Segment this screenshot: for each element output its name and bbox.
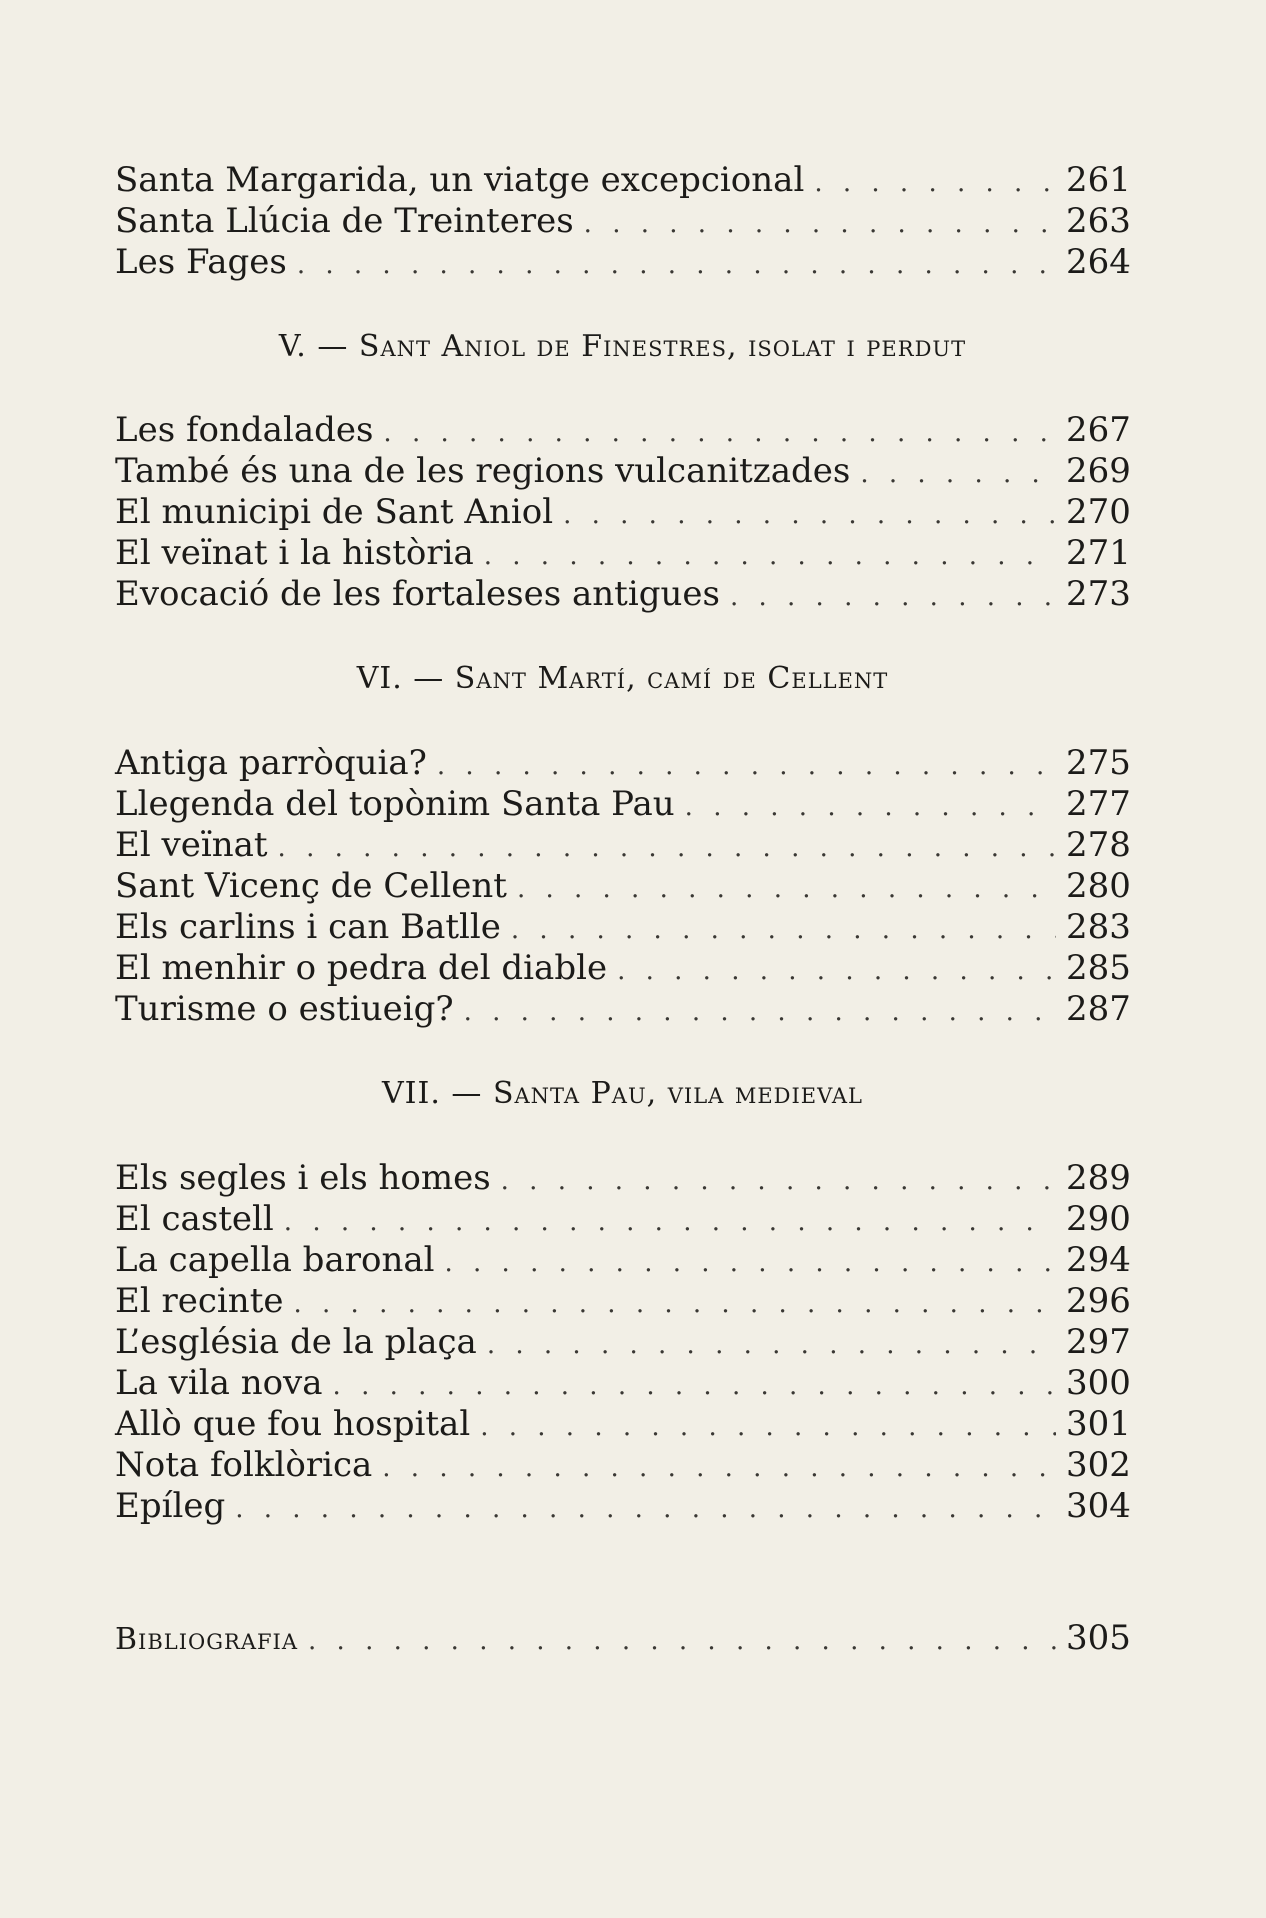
- entry-title: El veïnat: [115, 825, 268, 865]
- entry-page: 304: [1066, 1486, 1131, 1526]
- entry-page: 277: [1066, 784, 1131, 824]
- entry-page: 300: [1066, 1363, 1131, 1403]
- entry-page: 287: [1066, 989, 1131, 1029]
- entry-title: Santa Llúcia de Treinteres: [115, 201, 574, 241]
- leader-dots: [563, 495, 1056, 535]
- toc-entry: [115, 866, 1130, 909]
- toc-entry: [115, 1363, 1130, 1406]
- entry-title: Les fondalades: [115, 410, 374, 450]
- leader-dots: [293, 1284, 1056, 1324]
- toc-entry: [115, 1486, 1130, 1529]
- entry-title: Llegenda del topònim Santa Pau: [115, 784, 675, 824]
- section-heading: VII. — Santa Pau, vila medieval: [381, 1076, 863, 1111]
- entry-page: 263: [1066, 201, 1131, 241]
- toc-entry: [115, 492, 1130, 535]
- leader-dots: [617, 951, 1056, 991]
- entry-page: 264: [1066, 242, 1131, 282]
- entry-page: 275: [1066, 743, 1131, 783]
- entry-page: 271: [1066, 533, 1131, 573]
- entry-title: Evocació de les fortaleses antigues: [115, 574, 720, 614]
- toc-entry: [115, 1445, 1130, 1488]
- bibliography-entry: [115, 1618, 1130, 1661]
- entry-page: 285: [1066, 948, 1131, 988]
- section-heading: V. — Sant Aniol de Finestres, isolat i perdut: [278, 329, 967, 364]
- entry-title: El castell: [115, 1199, 274, 1239]
- leader-dots: [860, 454, 1056, 494]
- leader-dots: [501, 1161, 1056, 1201]
- leader-dots: [284, 1202, 1056, 1242]
- toc-entry: [115, 825, 1130, 868]
- entry-title: Antiga parròquia?: [115, 743, 427, 783]
- toc-entry: [115, 160, 1130, 203]
- leader-dots: [464, 992, 1056, 1032]
- toc-entry: [115, 1281, 1130, 1324]
- leader-dots: [308, 1621, 1056, 1661]
- leader-dots: [517, 869, 1056, 909]
- entry-page: 283: [1066, 907, 1131, 947]
- entry-page: 297: [1066, 1322, 1131, 1362]
- bibliography-page: 305: [1066, 1618, 1131, 1658]
- leader-dots: [235, 1489, 1056, 1529]
- entry-page: 301: [1066, 1404, 1131, 1444]
- section-heading: VI. — Sant Martí, camí de Cellent: [356, 661, 889, 696]
- entry-title: Turisme o estiueig?: [115, 989, 454, 1029]
- leader-dots: [480, 1407, 1056, 1447]
- entry-title: Sant Vicenç de Cellent: [115, 866, 507, 906]
- entry-title: L’església de la plaça: [115, 1322, 477, 1362]
- entry-page: 289: [1066, 1158, 1131, 1198]
- leader-dots: [685, 787, 1056, 827]
- toc-entry: [115, 1240, 1130, 1283]
- entry-page: 261: [1066, 160, 1131, 200]
- toc-entry: [115, 1199, 1130, 1242]
- entry-page: 278: [1066, 825, 1131, 865]
- toc-entry: [115, 907, 1130, 950]
- entry-page: 296: [1066, 1281, 1131, 1321]
- entry-page: 302: [1066, 1445, 1131, 1485]
- toc-entry: [115, 948, 1130, 991]
- toc-entry: [115, 1322, 1130, 1365]
- toc-entry: [115, 533, 1130, 576]
- entry-page: 270: [1066, 492, 1131, 532]
- leader-dots: [333, 1366, 1056, 1406]
- leader-dots: [383, 413, 1056, 453]
- entry-page: 280: [1066, 866, 1131, 906]
- leader-dots: [584, 204, 1056, 244]
- toc-entry: [115, 242, 1130, 285]
- entry-title: La capella baronal: [115, 1240, 435, 1280]
- entry-title: També és una de les regions vulcanitzades: [115, 451, 851, 491]
- entry-page: 290: [1066, 1199, 1131, 1239]
- bibliography-title: Bibliografia: [115, 1622, 299, 1657]
- entry-title: Els carlins i can Batlle: [115, 907, 501, 947]
- toc-entry: [115, 451, 1130, 494]
- leader-dots: [730, 577, 1056, 617]
- leader-dots: [444, 1243, 1056, 1283]
- entry-title: El veïnat i la història: [115, 533, 474, 573]
- leader-dots: [297, 245, 1056, 285]
- leader-dots: [382, 1448, 1056, 1488]
- leader-dots: [437, 746, 1056, 786]
- toc-entry: [115, 410, 1130, 453]
- toc-entry: [115, 784, 1130, 827]
- entry-page: 294: [1066, 1240, 1131, 1280]
- entry-title: Els segles i els homes: [115, 1158, 491, 1198]
- leader-dots: [487, 1325, 1056, 1365]
- leader-dots: [278, 828, 1056, 868]
- leader-dots: [511, 910, 1056, 950]
- entry-title: Les Fages: [115, 242, 287, 282]
- entry-title: Allò que fou hospital: [115, 1404, 471, 1444]
- toc-entry: [115, 989, 1130, 1032]
- entry-title: Nota folklòrica: [115, 1445, 373, 1485]
- entry-page: 267: [1066, 410, 1131, 450]
- entry-title: El recinte: [115, 1281, 284, 1321]
- entry-title: Epíleg: [115, 1486, 226, 1526]
- toc-entry: [115, 1404, 1130, 1447]
- leader-dots: [814, 163, 1056, 203]
- entry-page: 273: [1066, 574, 1131, 614]
- toc-entry: [115, 574, 1130, 617]
- toc-entry: [115, 743, 1130, 786]
- toc-entry: [115, 1158, 1130, 1201]
- leader-dots: [484, 536, 1056, 576]
- entry-title: La vila nova: [115, 1363, 323, 1403]
- entry-title: El municipi de Sant Aniol: [115, 492, 554, 532]
- entry-title: Santa Margarida, un viatge excepcional: [115, 160, 805, 200]
- entry-title: El menhir o pedra del diable: [115, 948, 608, 988]
- entry-page: 269: [1066, 451, 1131, 491]
- toc-entry: [115, 201, 1130, 244]
